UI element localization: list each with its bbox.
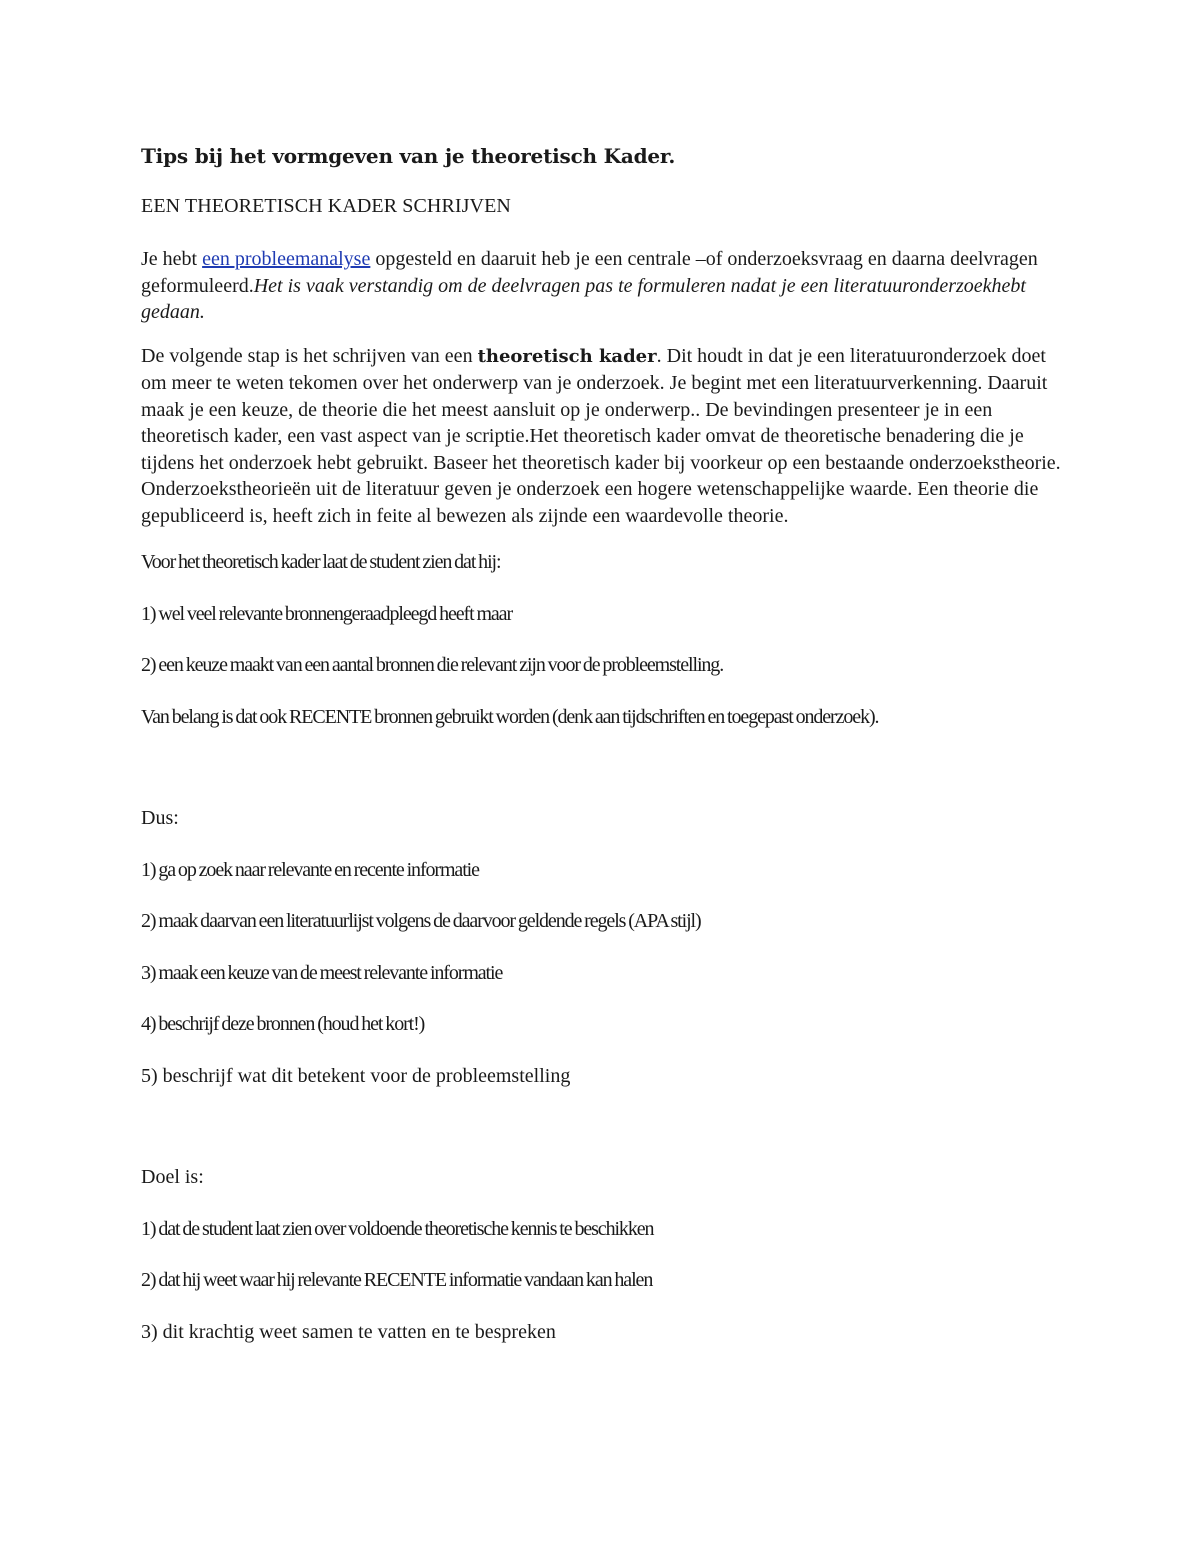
requirements-item-1: 1) wel veel relevante bronnengeraadpleegd heeft maar [141, 602, 513, 625]
intro-prefix: Je hebt [141, 248, 203, 270]
requirements-lead: Voor het theoretisch kader laat de student zien dat hij: [141, 551, 501, 573]
probleemanalyse-link[interactable]: een probleemanalyse [202, 248, 371, 270]
theoretical-framework-paragraph [141, 343, 1071, 530]
intro-paragraph [141, 246, 1071, 326]
dus-item-1: 1) ga op zoek naar relevante en recente informatie [141, 858, 479, 881]
section-heading: EEN THEORETISCH KADER SCHRIJVEN [141, 195, 511, 217]
document-body [141, 140, 1071, 1370]
dus-item-5: 5) beschrijf wat dit betekent voor de probleemstelling [141, 1064, 571, 1087]
dus-item-3: 3) maak een keuze van de meest relevante informatie [141, 961, 503, 984]
paragraph2-suffix: . Dit houdt in dat je een literatuuronderzoek doet om meer te weten tekomen over het onderwerp van je onderzoek. Je begint met een literatuurverkenning. Daaruit maak je een keuze, de theorie die het meest aansluit op je onderwerp.. De bevindingen presenteer je in een theoretisch kader, een vast aspect van je scriptie.Het theoretisch kader omvat de theoretische benadering die je tijdens het onderzoek hebt gebruikt. Baseer het theoretisch kader bij voorkeur op een bestaande onderzoekstheorie. Onderzoekstheorieën uit de literatuur geven je onderzoek een hogere wetenschappelijke waarde. Een theorie die gepubliceerd is, heeft zich in feite al bewezen als zijnde een waardevolle theorie. [141, 344, 1061, 527]
document-title: Tips bij het vormgeven van je theoretisch Kader. [141, 144, 676, 168]
requirements-item-2: 2) een keuze maakt van een aantal bronnen die relevant zijn voor de probleemstelling. [141, 654, 724, 676]
paragraph2-bold-term: theoretisch kader [477, 345, 657, 367]
paragraph2-prefix: De volgende stap is het schrijven van een [141, 344, 478, 367]
doel-item-1: 1) dat de student laat zien over voldoende theoretische kennis te beschikken [141, 1217, 654, 1240]
intro-middle: opgesteld en daaruit heb je een centrale –of onderzoeksvraag en daarna deelvragen geformuleerd. [141, 248, 1038, 297]
dus-heading: Dus: [141, 807, 179, 829]
intro-italic-note: Het is vaak verstandig om de deelvragen pas te formuleren nadat je een literatuuronderzoekhebt gedaan. [141, 274, 1026, 323]
spacer [141, 755, 1071, 805]
doel-heading: Doel is: [141, 1166, 204, 1188]
requirements-note: Van belang is dat ook RECENTE bronnen gebruikt worden (denk aan tijdschriften en toegepast onderzoek). [141, 705, 879, 728]
doel-item-3: 3) dit krachtig weet samen te vatten en te bespreken [141, 1320, 556, 1343]
dus-item-2: 2) maak daarvan een literatuurlijst volgens de daarvoor geldende regels (APA stijl) [141, 910, 701, 932]
doel-item-2: 2) dat hij weet waar hij relevante RECENTE informatie vandaan kan halen [141, 1269, 653, 1291]
spacer [141, 1114, 1071, 1164]
dus-item-4: 4) beschrijf deze bronnen (houd het kort!) [141, 1013, 425, 1035]
